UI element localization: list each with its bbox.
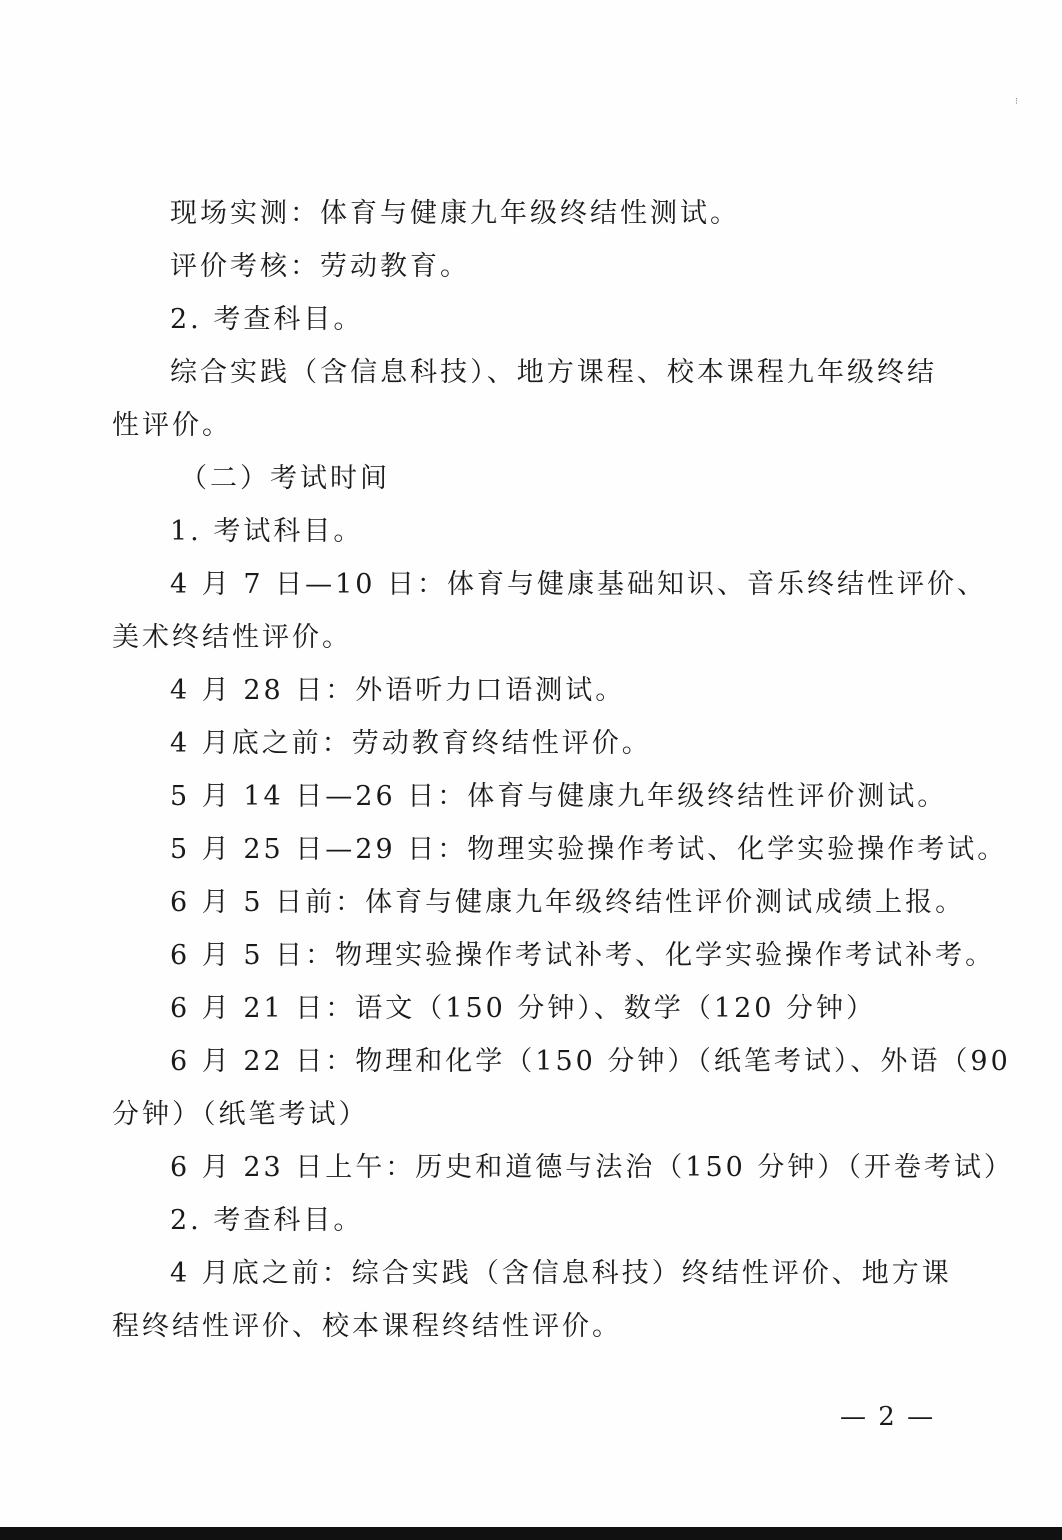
paragraph-line: 6 月 5 日：物理实验操作考试补考、化学实验操作考试补考。 bbox=[170, 940, 996, 971]
paragraph-line: 6 月 23 日上午：历史和道德与法治（150 分钟）（开卷考试） bbox=[170, 1152, 1014, 1183]
scan-bottom-edge bbox=[0, 1527, 1062, 1540]
page-number: — 2 — bbox=[840, 1402, 936, 1432]
paragraph-line: 4 月 7 日—10 日：体育与健康基础知识、音乐终结性评价、 bbox=[170, 569, 988, 600]
paragraph-line: 性评价。 bbox=[112, 410, 232, 441]
paragraph-line: 4 月底之前：劳动教育终结性评价。 bbox=[170, 728, 652, 759]
paragraph-line: 美术终结性评价。 bbox=[112, 622, 352, 653]
paragraph-line: 2. 考查科目。 bbox=[170, 1205, 364, 1236]
paragraph-line: 5 月 25 日—29 日：物理实验操作考试、化学实验操作考试。 bbox=[170, 834, 1008, 865]
paragraph-line: 综合实践（含信息科技）、地方课程、校本课程九年级终结 bbox=[170, 357, 937, 388]
paragraph-line: 4 月 28 日：外语听力口语测试。 bbox=[170, 675, 626, 706]
paragraph-line: 6 月 5 日前：体育与健康九年级终结性评价测试成绩上报。 bbox=[170, 887, 966, 918]
paragraph-line: 2. 考查科目。 bbox=[170, 304, 364, 335]
paragraph-line: 5 月 14 日—26 日：体育与健康九年级终结性评价测试。 bbox=[170, 781, 948, 812]
paragraph-line: 6 月 21 日：语文（150 分钟）、数学（120 分钟） bbox=[170, 993, 877, 1024]
paragraph-line: 6 月 22 日：物理和化学（150 分钟）（纸笔考试）、外语（90 bbox=[170, 1046, 1011, 1077]
paragraph-line: 4 月底之前：综合实践（含信息科技）终结性评价、地方课 bbox=[170, 1258, 952, 1289]
paragraph-line: 评价考核：劳动教育。 bbox=[170, 251, 470, 282]
paragraph-line: 程终结性评价、校本课程终结性评价。 bbox=[112, 1311, 622, 1342]
paragraph-line: 分钟）（纸笔考试） bbox=[112, 1099, 369, 1130]
section-heading: （二）考试时间 bbox=[180, 463, 390, 494]
paragraph-line: 1. 考试科目。 bbox=[170, 516, 364, 547]
document-body bbox=[112, 187, 1014, 1353]
scan-mark: ⁝ bbox=[1015, 97, 1018, 107]
paragraph-line: 现场实测：体育与健康九年级终结性测试。 bbox=[170, 198, 740, 229]
